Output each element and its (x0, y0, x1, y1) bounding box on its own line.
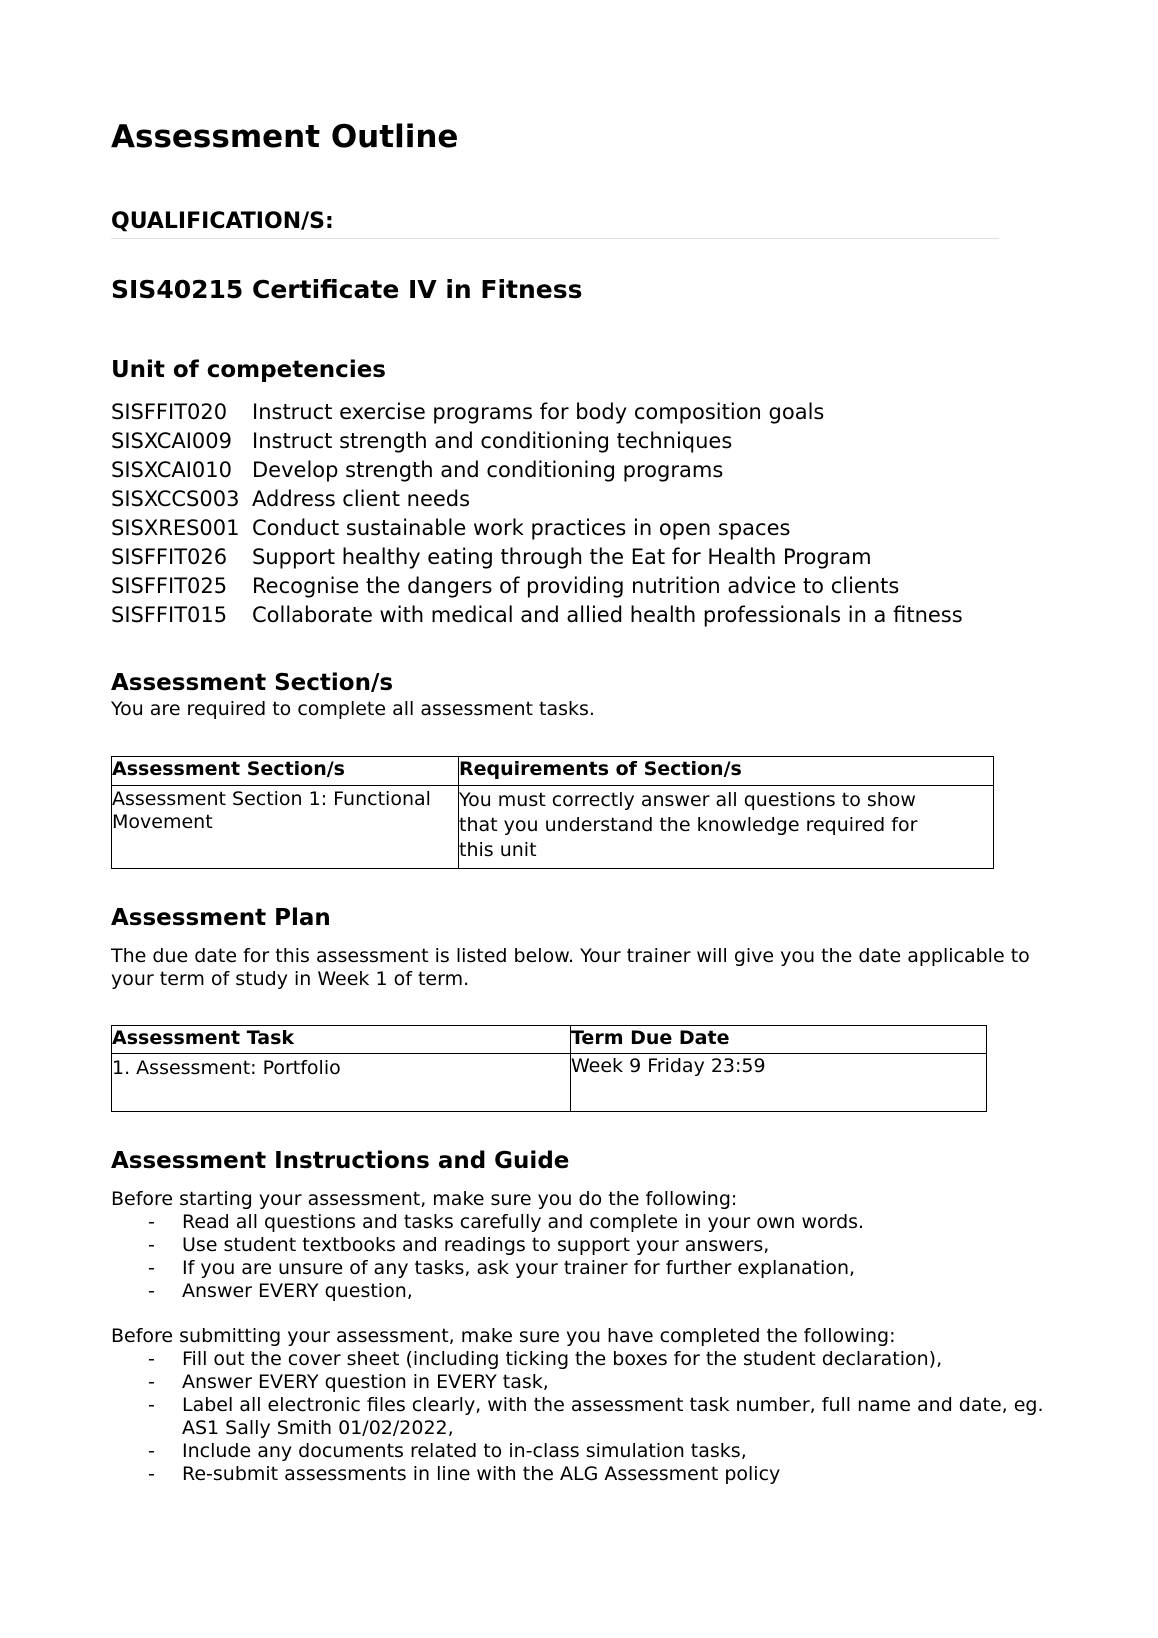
unit-row (111, 543, 963, 572)
table-header-row (112, 1026, 987, 1054)
sections-intro: You are required to complete all assessment tasks. (111, 698, 595, 720)
qualification-label: QUALIFICATION/S: (111, 208, 999, 239)
unit-code: SISXCAI009 (111, 429, 233, 453)
unit-row (111, 427, 963, 456)
before-start-intro: Before starting your assessment, make sure you do the following: (111, 1188, 738, 1210)
qualification-title: SIS40215 Certificate IV in Fitness (111, 275, 583, 304)
list-item: - Fill out the cover sheet (including ticking the boxes for the student declaration), (111, 1348, 1046, 1371)
units-heading: Unit of competencies (111, 357, 386, 383)
unit-code: SISFFIT020 (111, 400, 228, 424)
list-item: - Label all electronic files clearly, with the assessment task number, full name and date, eg. AS1 Sally Smith 01/02/2022, (111, 1394, 1046, 1440)
list-item: - If you are unsure of any tasks, ask your trainer for further explanation, (111, 1257, 864, 1280)
unit-name: Instruct strength and conditioning techniques (252, 429, 733, 453)
unit-row (111, 456, 963, 485)
unit-name: Support healthy eating through the Eat for Health Program (252, 545, 872, 569)
unit-row (111, 398, 963, 427)
list-item: - Answer EVERY question in EVERY task, (111, 1371, 1046, 1394)
unit-name: Recognise the dangers of providing nutrition advice to clients (252, 574, 900, 598)
instructions-heading: Assessment Instructions and Guide (111, 1148, 570, 1174)
unit-name: Instruct exercise programs for body composition goals (252, 400, 825, 424)
table-header: Assessment Section/s (112, 757, 459, 786)
unit-code: SISXRES001 (111, 516, 240, 540)
table-header-row (112, 757, 994, 786)
unit-row (111, 485, 963, 514)
plan-intro: The due date for this assessment is listed below. Your trainer will give you the date applicable to your term of study in Week 1 of term. (111, 945, 1030, 990)
table-header: Term Due Date (571, 1026, 987, 1054)
unit-code: SISFFIT015 (111, 603, 228, 627)
unit-name: Conduct sustainable work practices in open spaces (252, 516, 791, 540)
page-title: Assessment Outline (111, 119, 459, 155)
sections-heading: Assessment Section/s (111, 670, 394, 696)
before-start-list (111, 1211, 864, 1303)
list-item: - Include any documents related to in-class simulation tasks, (111, 1440, 1046, 1463)
before-submit-intro: Before submitting your assessment, make sure you have completed the following: (111, 1325, 896, 1347)
plan-table (111, 1025, 987, 1112)
table-header: Requirements of Section/s (459, 757, 994, 786)
list-item: - Answer EVERY question, (111, 1280, 864, 1303)
table-header: Assessment Task (112, 1026, 571, 1054)
unit-code: SISXCCS003 (111, 487, 240, 511)
plan-heading: Assessment Plan (111, 905, 331, 931)
units-list (111, 398, 963, 630)
table-cell: Week 9 Friday 23:59 (571, 1054, 987, 1112)
list-item: - Use student textbooks and readings to support your answers, (111, 1234, 864, 1257)
unit-code: SISFFIT025 (111, 574, 228, 598)
list-item: - Read all questions and tasks carefully and complete in your own words. (111, 1211, 864, 1234)
unit-name: Develop strength and conditioning programs (252, 458, 724, 482)
unit-code: SISFFIT026 (111, 545, 228, 569)
before-submit-list (111, 1348, 1046, 1486)
unit-row (111, 601, 963, 630)
unit-code: SISXCAI010 (111, 458, 233, 482)
unit-name: Collaborate with medical and allied health professionals in a fitness (252, 603, 963, 627)
unit-name: Address client needs (252, 487, 471, 511)
unit-row (111, 572, 963, 601)
table-cell: You must correctly answer all questions to show that you understand the knowledge required for this unit (459, 786, 994, 869)
table-row (112, 786, 994, 869)
sections-table (111, 756, 994, 869)
table-row (112, 1054, 987, 1112)
list-item: - Re-submit assessments in line with the ALG Assessment policy (111, 1463, 1046, 1486)
table-cell: Assessment Section 1: Functional Movement (112, 786, 459, 869)
table-cell: 1. Assessment: Portfolio (112, 1054, 571, 1112)
unit-row (111, 514, 963, 543)
